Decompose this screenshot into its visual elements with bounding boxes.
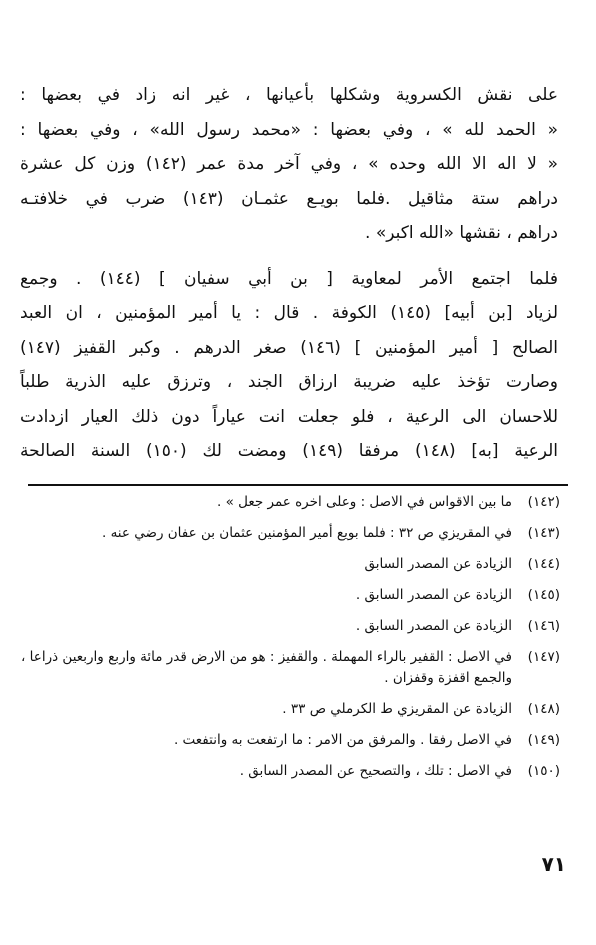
footnote-number: (١٤٨) <box>527 701 560 717</box>
footnote-145 <box>18 585 560 606</box>
text-line: فلما اجتمع الأمر لمعاوية [ بن أبي سفيان ] (١٤٤) . وجمع <box>20 268 558 289</box>
footnote-text: الزيادة عن المصدر السابق . <box>355 618 512 634</box>
footnote-number: (١٤٦) <box>527 618 560 634</box>
footnote-143 <box>18 523 560 544</box>
text-line: الصالح [ أمير المؤمنين ] (١٤٦) صغر الدرهم . وكبر القفيز (١٤٧) <box>20 337 558 358</box>
footnote-148 <box>18 699 560 720</box>
text-line: على نقش الكسروية وشكلها بأعيانها ، غير انه زاد في بعضها : <box>20 85 558 105</box>
text-line: لزياد [بن أبيه] (١٤٥) الكوفة . قال : يا أمير المؤمنين ، ان العبد <box>20 303 558 323</box>
footnote-number: (١٤٥) <box>527 587 560 603</box>
text-line: دراهم ستة مثاقيل .فلما بويـع عثمـان (١٤٣) ضرب في خلافتـه <box>20 188 558 209</box>
paragraph-1 <box>20 78 558 251</box>
text-line: « الحمد لله » ، وفي بعضها : «محمد رسول الله» ، وفي بعضها : <box>20 119 558 140</box>
footnote-144 <box>18 554 560 575</box>
main-text <box>20 78 558 469</box>
footnotes <box>18 492 560 792</box>
footnote-text: في الاصل : تلك ، والتصحيح عن المصدر السابق . <box>239 763 512 779</box>
paragraph-gap <box>20 251 558 262</box>
footnote-149 <box>18 730 560 751</box>
footnote-text: ما بين الاقواس في الاصل : وعلى اخره عمر جعل » . <box>216 494 512 510</box>
footnote-number: (١٤٢) <box>527 494 560 510</box>
footnote-number: (١٤٣) <box>527 525 560 541</box>
footnote-divider <box>28 484 568 486</box>
footnote-text: في الاصل رفقا . والمرفق من الامر : ما ارتفعت به وانتفعت . <box>173 732 512 748</box>
footnote-number: (١٤٧) <box>527 649 560 665</box>
footnote-text: في الاصل : القفير بالراء المهملة . والقفيز : هو من الارض قدر مائة واربع واربعين ذراعا ، والجمع اقفزة وقفزان . <box>21 649 512 686</box>
text-line: « لا اله الا الله وحده » ، وفي آخر مدة عمر (١٤٢) وزن كل عشرة <box>20 154 558 174</box>
text-line: دراهم ، نقشها «الله اكبر» . <box>365 223 558 243</box>
footnote-number: (١٥٠) <box>527 763 560 779</box>
footnote-147 <box>18 647 560 689</box>
text-line: وصارت تؤخذ عليه ضريبة ارزاق الجند ، وترزق عليه الذرية طلباً <box>20 372 558 392</box>
footnote-text: في المقريزي ص ٣٢ : فلما بويع أمير المؤمنين عثمان بن عفان رضي عنه . <box>101 525 512 541</box>
paragraph-2 <box>20 262 558 469</box>
footnote-text: الزيادة عن المصدر السابق <box>364 556 512 572</box>
footnote-146 <box>18 616 560 637</box>
footnote-number: (١٤٩) <box>527 732 560 748</box>
footnote-142 <box>18 492 560 513</box>
page-number: ٧١ <box>541 852 566 876</box>
footnote-number: (١٤٤) <box>527 556 560 572</box>
text-line: الرعية [به] (١٤٨) مرفقا (١٤٩) ومضت لك (١٥٠) السنة الصالحة <box>20 441 558 461</box>
footnote-text: الزيادة عن المقريزي ط الكرملي ص ٣٣ . <box>282 701 512 717</box>
footnote-150 <box>18 761 560 782</box>
text-line: للاحسان الى الرعية ، فلو جعلت انت عياراً دون ذلك العيار ازدادت <box>20 406 558 427</box>
footnote-text: الزيادة عن المصدر السابق . <box>355 587 512 603</box>
